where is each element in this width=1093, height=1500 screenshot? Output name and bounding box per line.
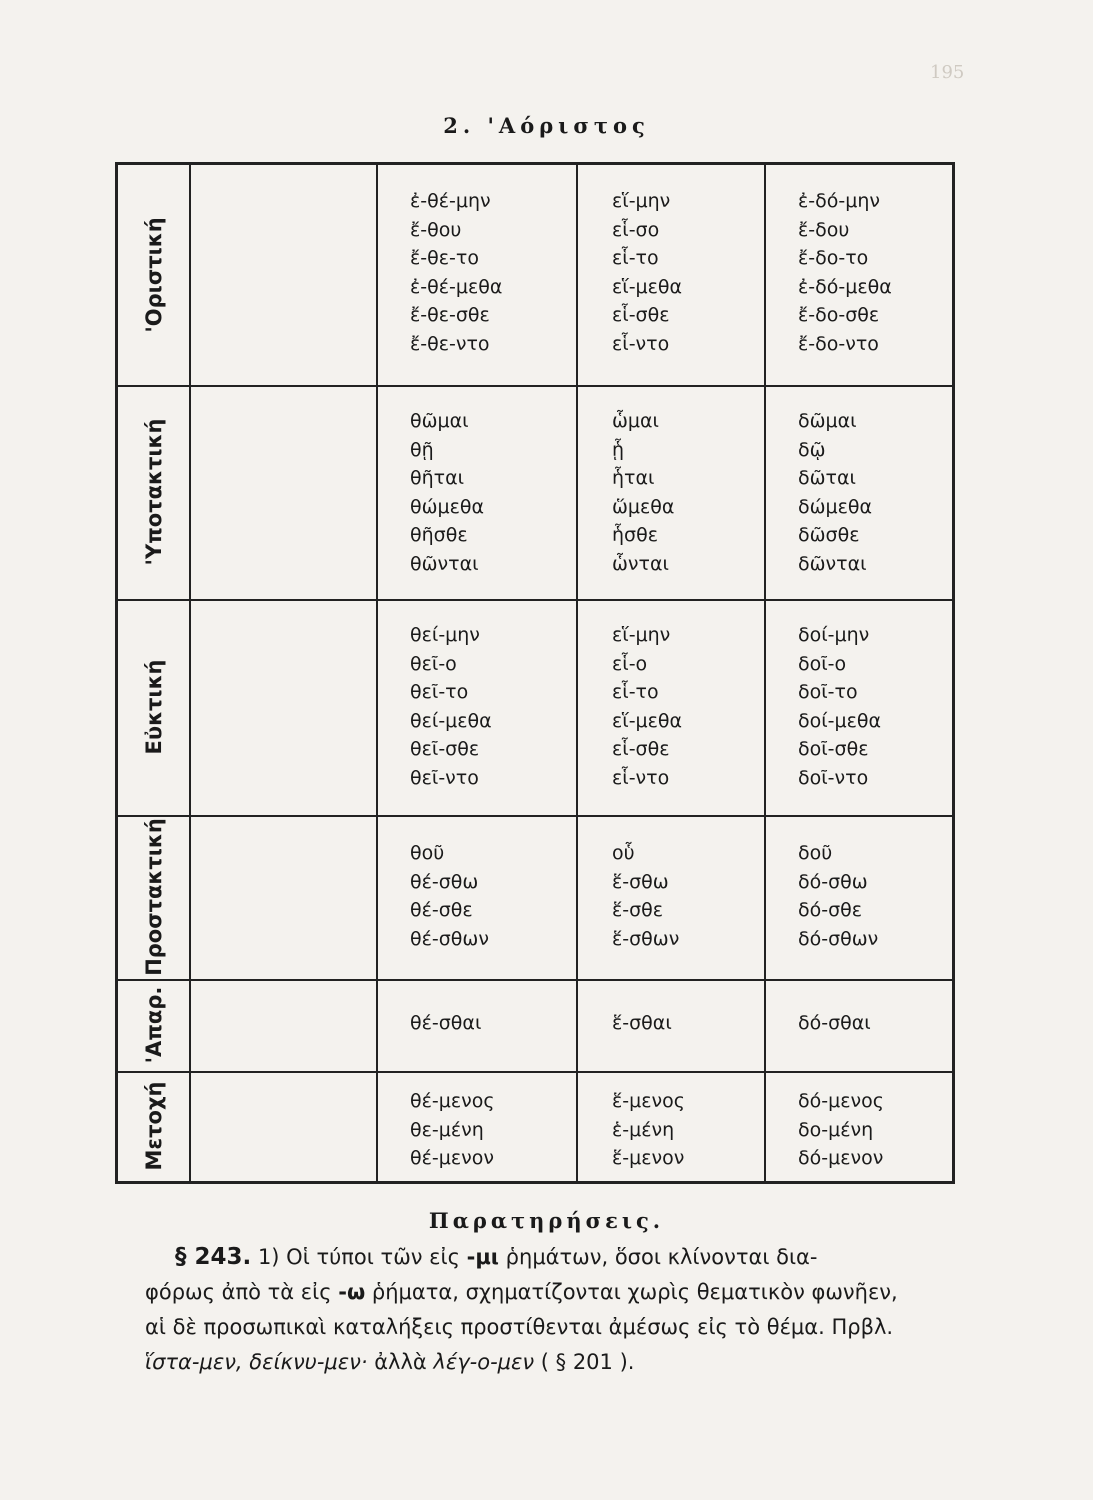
verb-form: εἷ-σο <box>612 218 660 241</box>
verb-form: θέ-σθαι <box>410 1012 482 1034</box>
forms-cell <box>378 979 578 1071</box>
line4-text-a: ἀλλὰ <box>367 1350 434 1374</box>
line2-text-a: φόρως ἀπὸ τὰ εἰς <box>145 1280 339 1304</box>
verb-form: ἔ-θου <box>410 218 462 241</box>
verb-form: οὗ <box>612 842 635 864</box>
verb-form: ἑ-μένη <box>612 1118 675 1141</box>
mood-label-cell <box>118 979 191 1071</box>
verb-form: θέ-σθε <box>410 899 473 921</box>
forms-cell <box>378 165 578 385</box>
verb-form: θῆται <box>410 467 465 489</box>
verb-form: ἕ-σθω <box>612 870 669 893</box>
forms-cell <box>578 599 766 815</box>
verb-form: δοῦ <box>798 842 833 864</box>
verb-form: θῇ <box>410 438 434 461</box>
verb-form: δοῖ-σθε <box>798 738 869 760</box>
empty-cell <box>191 979 378 1071</box>
verb-form: θῆσθε <box>410 524 468 546</box>
verb-form: ὥμεθα <box>612 495 675 518</box>
forms-list <box>410 187 502 358</box>
verb-form: θεῖ-ο <box>410 652 457 675</box>
section-243-paragraph <box>145 1240 975 1380</box>
verb-form: εἷ-σθε <box>612 738 670 760</box>
verb-form: θοῦ <box>410 842 445 864</box>
verb-form: δό-σθω <box>798 870 868 893</box>
forms-list <box>410 1009 481 1038</box>
verb-form: ἔ-θε-το <box>410 247 479 269</box>
forms-cell <box>378 599 578 815</box>
verb-form: δοῖ-το <box>798 681 858 703</box>
verb-form: θεῖ-το <box>410 681 469 703</box>
forms-cell <box>378 1071 578 1181</box>
mood-label-cell <box>118 1071 191 1181</box>
verb-form: ὧμαι <box>612 410 659 432</box>
mood-label: 'Απαρ. <box>141 986 166 1064</box>
forms-list <box>612 187 682 358</box>
verb-form: ἕ-σθαι <box>612 1012 672 1034</box>
verb-form: ἔ-δο-σθε <box>798 304 880 326</box>
verb-form: δῶνται <box>798 552 867 575</box>
forms-cell <box>766 599 952 815</box>
mood-label-cell <box>118 815 191 979</box>
line1-text-a: 1) Οἱ τύποι τῶν εἰς <box>251 1245 467 1269</box>
verb-form: ἔ-δο-ντο <box>798 332 879 355</box>
verb-form: ἔ-δο-το <box>798 247 869 269</box>
verb-form: εἷ-ντο <box>612 332 670 355</box>
verb-form: θε-μένη <box>410 1118 484 1141</box>
forms-list <box>410 621 492 792</box>
paragraph-line-1 <box>175 1240 975 1275</box>
notes-title: Παρατηρήσεις. <box>428 1208 665 1233</box>
mood-row <box>118 1071 952 1181</box>
verb-form: δώμεθα <box>798 495 873 518</box>
forms-cell <box>766 979 952 1071</box>
verb-form: θεί-μην <box>410 624 480 646</box>
forms-cell <box>578 979 766 1071</box>
verb-form: θεί-μεθα <box>410 709 492 732</box>
forms-list <box>798 1009 871 1038</box>
verb-form: ἐ-δό-μεθα <box>798 275 892 298</box>
mood-row <box>118 599 952 817</box>
mood-row <box>118 979 952 1073</box>
mood-label-cell <box>118 165 191 385</box>
example-lego: λέγ-ο-μεν <box>433 1350 535 1374</box>
verb-form: εἵ-μην <box>612 624 671 646</box>
verb-form: εἷ-το <box>612 681 659 703</box>
forms-cell <box>578 385 766 599</box>
example-forms: ἵστα-μεν, δείκνυ-μεν· <box>145 1350 368 1374</box>
verb-form: θέ-σθων <box>410 927 489 950</box>
forms-cell <box>578 1071 766 1181</box>
omega-ending: -ω <box>338 1280 366 1304</box>
verb-form: ᾗ <box>612 438 625 461</box>
paragraph-line-2 <box>145 1275 975 1310</box>
forms-cell <box>378 385 578 599</box>
verb-form: δό-μενον <box>798 1147 884 1169</box>
verb-form: δῶμαι <box>798 410 857 432</box>
mood-label: 'Οριστική <box>141 217 166 333</box>
verb-form: θεῖ-σθε <box>410 738 480 760</box>
empty-cell <box>191 815 378 979</box>
verb-form: δοί-μεθα <box>798 709 882 732</box>
verb-form: θέ-μενον <box>410 1147 494 1169</box>
empty-cell <box>191 385 378 599</box>
verb-form: δῷ <box>798 438 826 461</box>
verb-form: δοῖ-ο <box>798 652 847 675</box>
forms-list <box>612 839 679 953</box>
forms-list <box>612 1087 685 1173</box>
verb-form: εἵ-μεθα <box>612 275 683 298</box>
verb-form: δό-σθων <box>798 927 879 950</box>
verb-form: θώμεθα <box>410 495 485 518</box>
forms-cell <box>766 815 952 979</box>
verb-form: εἷ-ντο <box>612 766 670 789</box>
verb-form: δό-σθαι <box>798 1012 871 1034</box>
paragraph-line-4 <box>145 1345 975 1380</box>
verb-form: δοί-μην <box>798 624 870 646</box>
verb-form: ἔ-θε-ντο <box>410 332 490 355</box>
forms-list <box>410 1087 495 1173</box>
empty-cell <box>191 165 378 385</box>
verb-form: δο-μένη <box>798 1118 874 1141</box>
line1-text-b: ῥημάτων, ὅσοι κλίνονται δια- <box>499 1245 818 1269</box>
forms-list <box>798 187 892 358</box>
forms-cell <box>766 165 952 385</box>
empty-cell <box>191 1071 378 1181</box>
forms-list <box>798 621 881 792</box>
mood-row <box>118 165 952 387</box>
mood-row <box>118 815 952 981</box>
forms-list <box>612 407 674 578</box>
table-title: 2. 'Αόριστος <box>443 113 650 138</box>
verb-form: ἐ-θέ-μεθα <box>410 275 503 298</box>
verb-form: ἕ-μενον <box>612 1147 685 1169</box>
verb-form: ἐ-θέ-μην <box>410 190 491 212</box>
verb-form: θῶνται <box>410 552 479 575</box>
verb-form: δῶται <box>798 467 856 489</box>
verb-form: εἷ-σθε <box>612 304 670 326</box>
verb-form: εἵ-μεθα <box>612 709 683 732</box>
verb-form: θῶμαι <box>410 410 469 432</box>
verb-form: ἔ-θε-σθε <box>410 304 490 326</box>
verb-form: ἕ-μενος <box>612 1090 685 1112</box>
forms-list <box>798 407 872 578</box>
paragraph-line-3: αἱ δὲ προσωπικαὶ καταλήξεις προστίθενται ἀμέσως εἰς τὸ θέμα. Πρβλ. <box>145 1315 894 1339</box>
forms-list <box>798 1087 884 1173</box>
verb-form: δῶσθε <box>798 524 860 546</box>
verb-form: δό-σθε <box>798 899 863 921</box>
forms-cell <box>378 815 578 979</box>
forms-cell <box>578 815 766 979</box>
verb-form: ἧσθε <box>612 524 658 546</box>
verb-form: θέ-μενος <box>410 1090 495 1112</box>
line2-text-b: ῥήματα, σχηματίζονται χωρὶς θεματικὸν φωνῆεν, <box>365 1280 898 1304</box>
mood-label: 'Υποτακτική <box>141 418 166 566</box>
forms-list <box>612 1009 672 1038</box>
empty-cell <box>191 599 378 815</box>
mood-label: Εὐκτική <box>141 659 166 755</box>
mood-label-cell <box>118 385 191 599</box>
page-number: 195 <box>930 62 965 83</box>
verb-form: ἔ-δου <box>798 218 850 241</box>
verb-form: ὧνται <box>612 552 669 575</box>
forms-list <box>410 839 489 953</box>
mi-ending: -μι <box>466 1245 499 1269</box>
verb-form: εἵ-μην <box>612 190 671 212</box>
mood-label-cell <box>118 599 191 815</box>
forms-list <box>798 839 878 953</box>
forms-cell <box>578 165 766 385</box>
forms-cell <box>766 1071 952 1181</box>
verb-form: ἐ-δό-μην <box>798 190 880 212</box>
mood-label: Μετοχή <box>141 1081 166 1171</box>
forms-cell <box>766 385 952 599</box>
verb-form: δοῖ-ντο <box>798 766 869 789</box>
verb-form: εἷ-ο <box>612 652 648 675</box>
verb-form: ἕ-σθε <box>612 899 664 921</box>
verb-form: θεῖ-ντο <box>410 766 479 789</box>
conjugation-table <box>115 162 955 1184</box>
mood-row <box>118 385 952 601</box>
verb-form: ἕ-σθων <box>612 927 680 950</box>
verb-form: δό-μενος <box>798 1090 884 1112</box>
forms-list <box>612 621 682 792</box>
verb-form: εἷ-το <box>612 247 659 269</box>
verb-form: θέ-σθω <box>410 870 479 893</box>
line4-text-b: ( § 201 ). <box>534 1350 635 1374</box>
section-number: § 243. <box>175 1244 252 1270</box>
verb-form: ἧται <box>612 467 655 489</box>
forms-list <box>410 407 484 578</box>
mood-label: Προστακτική <box>141 818 166 976</box>
